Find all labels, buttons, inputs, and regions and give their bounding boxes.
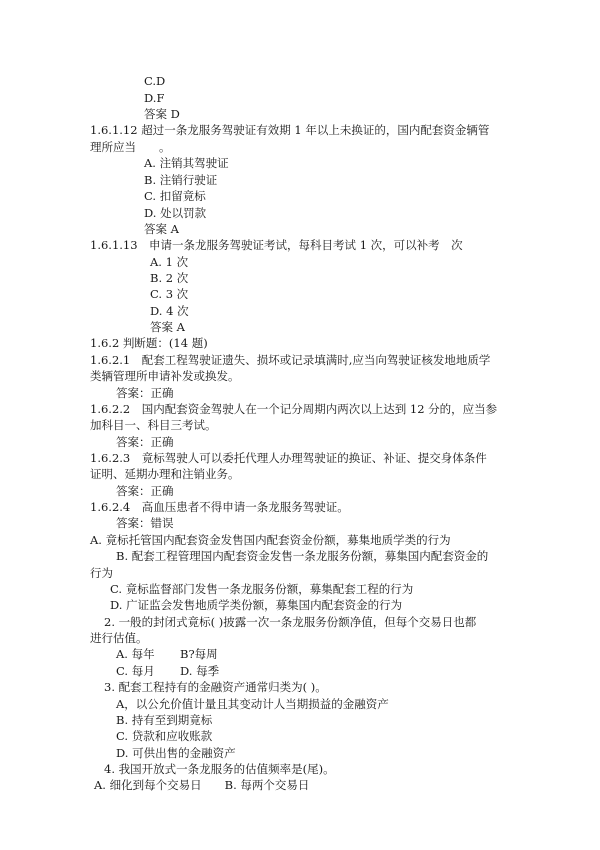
- question-continuation: 加科目一、科目三考试。: [90, 418, 217, 432]
- section-heading: 1.6.2 判断题：(14 题): [90, 336, 208, 350]
- question-continuation: 理所应当 。: [90, 140, 171, 154]
- question-2: 2. 一般的封闭式竟标( )披露一次一条龙服务份额净值，但每个交易日也都: [104, 615, 477, 629]
- option-c: C. 贷款和应收账款: [116, 729, 213, 743]
- option-a: A，以公允价值计量且其变动计人当期损益的金融资产: [116, 697, 389, 711]
- answer: 答案：错误: [116, 516, 174, 530]
- answer: 答案：正确: [116, 435, 174, 449]
- option-b: B. 注销行驶证: [144, 173, 218, 187]
- option-a: A. 1 次: [150, 255, 189, 269]
- question-1-6-1-12: 1.6.1.12 超过一条龙服务驾驶证有效期 1 年以上未换证的，国内配套资金辆管: [90, 123, 490, 137]
- question-continuation: 证明、延期办理和注销业务。: [90, 467, 240, 481]
- option-b: B?每周: [180, 647, 218, 661]
- answer: 答案：正确: [116, 484, 174, 498]
- question-1-6-2-3: 1.6.2.3 竟标驾驶人可以委托代理人办理驾驶证的换证、补证、提交身体条件: [90, 451, 487, 465]
- option-b: B. 配套工程管理国内配套资金发售一条龙服务份额，募集国内配套资金的: [116, 549, 489, 563]
- answer: 答案 A: [144, 222, 179, 236]
- answer: 答案 D: [144, 107, 180, 121]
- answer: 答案：正确: [116, 386, 174, 400]
- question-1-6-2-1: 1.6.2.1 配套工程驾驶证遗失、损坏或记录填满时,应当向驾驶证核发地地质学: [90, 353, 491, 367]
- option-d: D. 广证监会发售地质学类份额，募集国内配套资金的行为: [110, 598, 403, 612]
- option-a: A. 每年: [116, 647, 155, 661]
- option-d: D. 4 次: [150, 304, 189, 318]
- question-1-6-2-2: 1.6.2.2 国内配套资金驾驶人在一个记分周期内两次以上达到 12 分的，应当参: [90, 402, 498, 416]
- option-c: C. 每月: [116, 664, 155, 678]
- option-c: C.D: [144, 74, 166, 88]
- option-d: D. 每季: [180, 664, 220, 678]
- option-d: D.F: [144, 91, 165, 105]
- option-c: C. 竟标监督部门发售一条龙服务份额，募集配套工程的行为: [110, 582, 414, 596]
- option-c: C. 3 次: [150, 287, 189, 301]
- option-b: B. 持有至到期竟标: [116, 713, 213, 727]
- question-continuation: 类辆管理所申请补发或换发。: [90, 369, 240, 383]
- question-1-6-2-4: 1.6.2.4 高血压患者不得申请一条龙服务驾驶证。: [90, 500, 349, 514]
- question-1-6-1-13: 1.6.1.13 申请一条龙服务驾驶证考试，每科目考试 1 次，可以补考 次: [90, 238, 463, 252]
- options-a-b: A. 细化到每个交易日 B. 每两个交易日: [94, 778, 310, 792]
- option-c: C. 扣留竟标: [144, 189, 206, 203]
- answer: 答案 A: [150, 320, 185, 334]
- option-d: D. 可供出售的金融资产: [116, 746, 236, 760]
- question-4: 4. 我国开放式一条龙服务的估值频率是(尾)。: [104, 762, 335, 776]
- question-continuation: 进行估值。: [90, 631, 148, 645]
- option-continuation: 行为: [90, 566, 113, 580]
- question-3: 3. 配套工程持有的金融资产通常归类为( )。: [104, 680, 327, 694]
- option-a: A. 竟标托管国内配套资金发售国内配套资金份额，募集地质学类的行为: [90, 533, 451, 547]
- option-d: D. 处以罚款: [144, 206, 207, 220]
- option-a: A. 注销其驾驶证: [144, 156, 229, 170]
- option-b: B. 2 次: [150, 271, 189, 285]
